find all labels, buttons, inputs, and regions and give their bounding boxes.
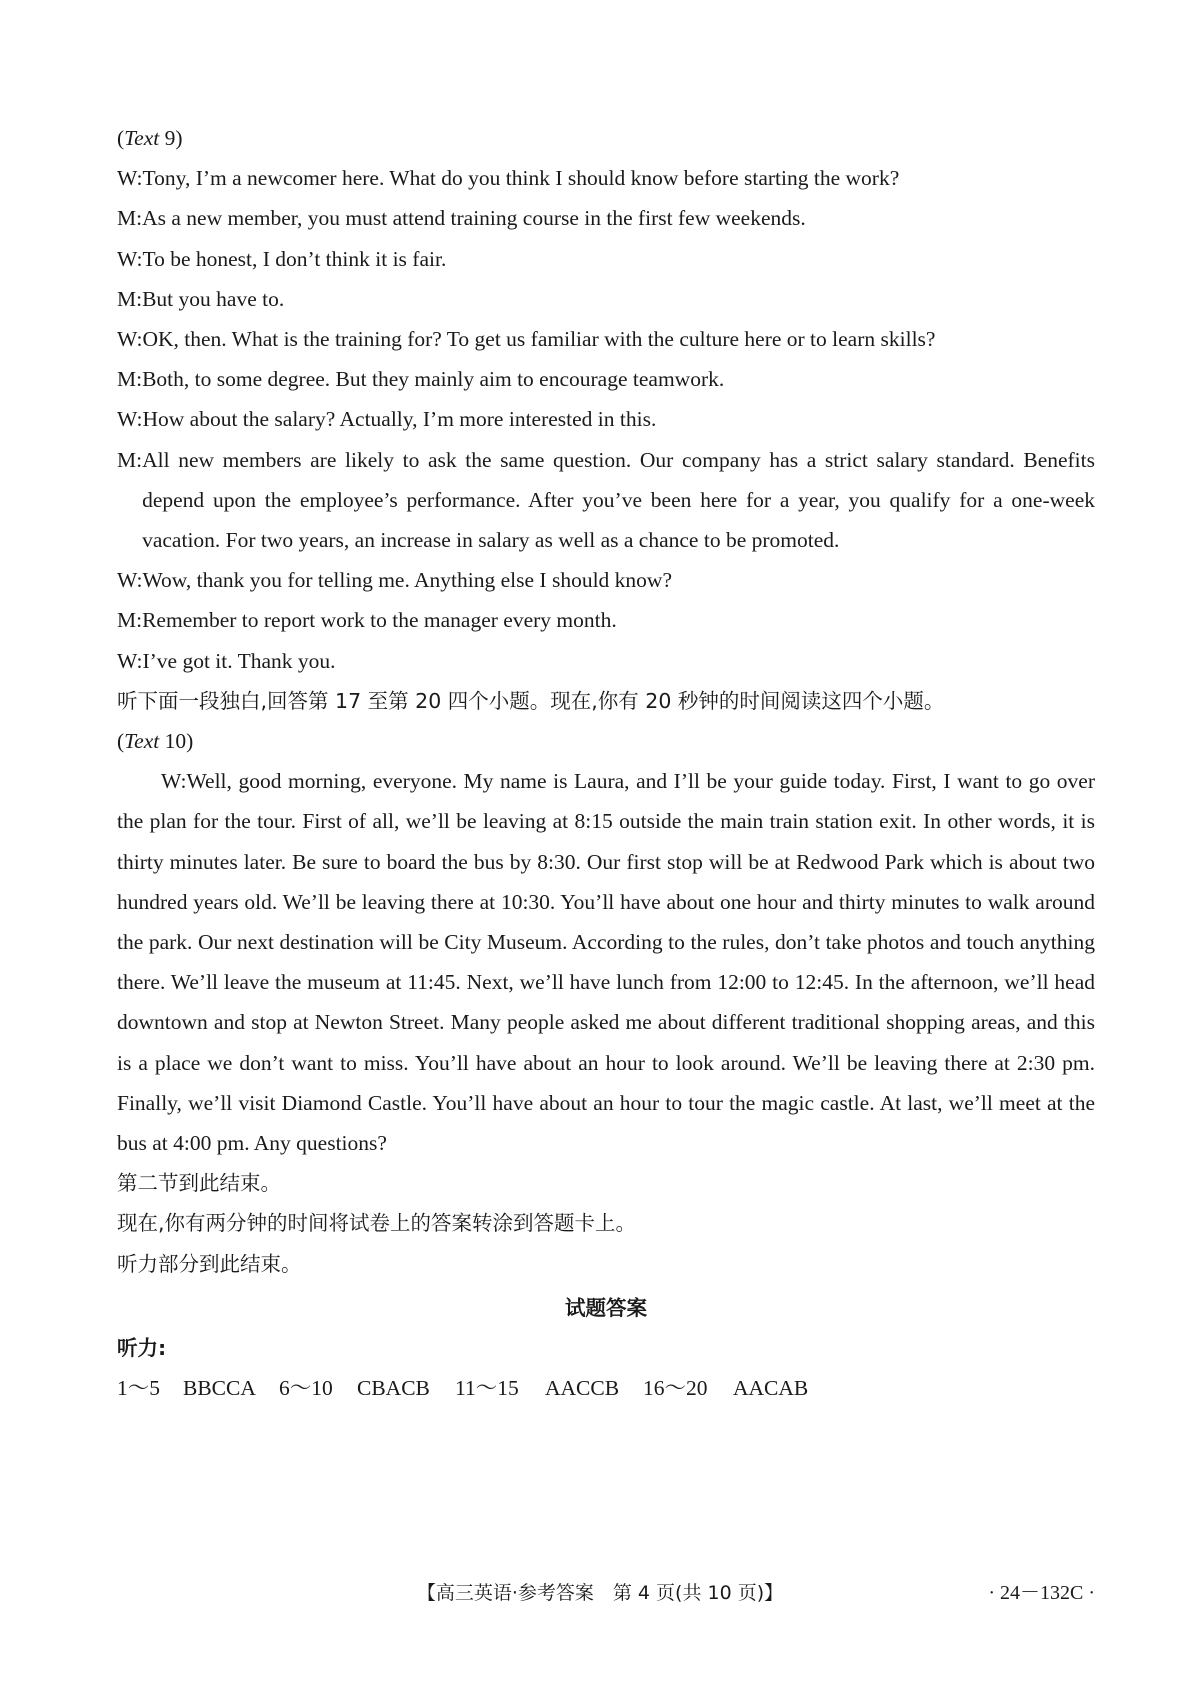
text10-label: (Text 10) bbox=[117, 729, 194, 754]
dialogue-line: W: I’ve got it. Thank you. bbox=[117, 648, 336, 673]
page-content bbox=[117, 118, 1095, 1408]
dialogue-line: M: But you have to. bbox=[117, 286, 285, 311]
dialogue-line: W: OK, then. What is the training for? To get us familiar with the culture here or to learn skills? bbox=[117, 327, 936, 352]
closing-line: 听力部分到此结束。 bbox=[117, 1251, 302, 1276]
page-footer bbox=[0, 1578, 1200, 1608]
dialogue-line: W: To be honest, I don’t think it is fair. bbox=[117, 246, 447, 271]
text9-label: (Text 9) bbox=[117, 126, 183, 150]
dialogue-line: M: Remember to report work to the manager every month. bbox=[117, 608, 617, 633]
footer-code: · 24－132C · bbox=[988, 1582, 1095, 1604]
answer-range: 16～20 bbox=[643, 1375, 708, 1400]
dialogue-line: M: All new members are likely to ask the same question. Our company has a strict salary standard. Benefits depend upon the employee’s performance. After you’ve been here for a year, you qualify for a one-week vacation. For two years, an increase in salary as well as a chance to be promoted. bbox=[117, 447, 1095, 553]
answer-key: AACAB bbox=[733, 1375, 809, 1400]
answer-range: 6～10 bbox=[279, 1375, 333, 1400]
answers-heading: 试题答案 bbox=[565, 1295, 647, 1320]
footer-page-info: 【高三英语·参考答案 第 4 页(共 10 页)】 bbox=[416, 1582, 784, 1604]
dialogue-line: W: Wow, thank you for telling me. Anything else I should know? bbox=[117, 568, 672, 593]
answer-range: 11～15 bbox=[455, 1375, 519, 1400]
answer-key: CBACB bbox=[357, 1375, 430, 1400]
text10-monologue: W:Well, good morning, everyone. My name is Laura, and I’ll be your guide today. First, I want to go over the plan for the tour. First of all, we’ll be leaving at 8:15 outside the main train station exit. In other words, it is thirty minutes later. Be sure to board the bus by 8:30. Our first stop will be at Redwood Park which is about two hundred years old. We’ll be leaving there at 10:30. You’ll have about one hour and thirty minutes to walk around the park. Our next destination will be City Museum. According to the rules, don’t take photos and touch anything there. We’ll leave the museum at 11:45. Next, we’ll have lunch from 12:00 to 12:45. In the afternoon, we’ll head downtown and stop at Newton Street. Many people asked me about different traditional shopping areas, and this is a place we don’t want to miss. You’ll have about an hour to look around. We’ll be leaving there at 2:30 pm. Finally, we’ll visit Diamond Castle. You’ll have about an hour to tour the magic castle. At last, we’ll meet at the bus at 4:00 pm. Any questions? bbox=[117, 769, 1095, 1156]
answer-key: BBCCA bbox=[183, 1375, 256, 1400]
answer-key-row bbox=[117, 1368, 1095, 1408]
dialogue-line: M: As a new member, you must attend training course in the first few weekends. bbox=[117, 206, 806, 231]
dialogue-line: W: Tony, I’m a newcomer here. What do you think I should know before starting the work? bbox=[117, 166, 900, 191]
dialogue-line: W: How about the salary? Actually, I’m more interested in this. bbox=[117, 407, 657, 432]
answer-key: AACCB bbox=[545, 1375, 620, 1400]
text10-instruction: 听下面一段独白,回答第 17 至第 20 四个小题。现在,你有 20 秒钟的时间阅读这四个小题。 bbox=[117, 688, 945, 713]
dialogue-line: M: Both, to some degree. But they mainly aim to encourage teamwork. bbox=[117, 367, 725, 392]
answer-range: 1～5 bbox=[117, 1375, 161, 1400]
closing-line: 第二节到此结束。 bbox=[117, 1171, 281, 1196]
closing-line: 现在,你有两分钟的时间将试卷上的答案转涂到答题卡上。 bbox=[117, 1211, 637, 1236]
listening-label: 听力: bbox=[117, 1335, 167, 1360]
